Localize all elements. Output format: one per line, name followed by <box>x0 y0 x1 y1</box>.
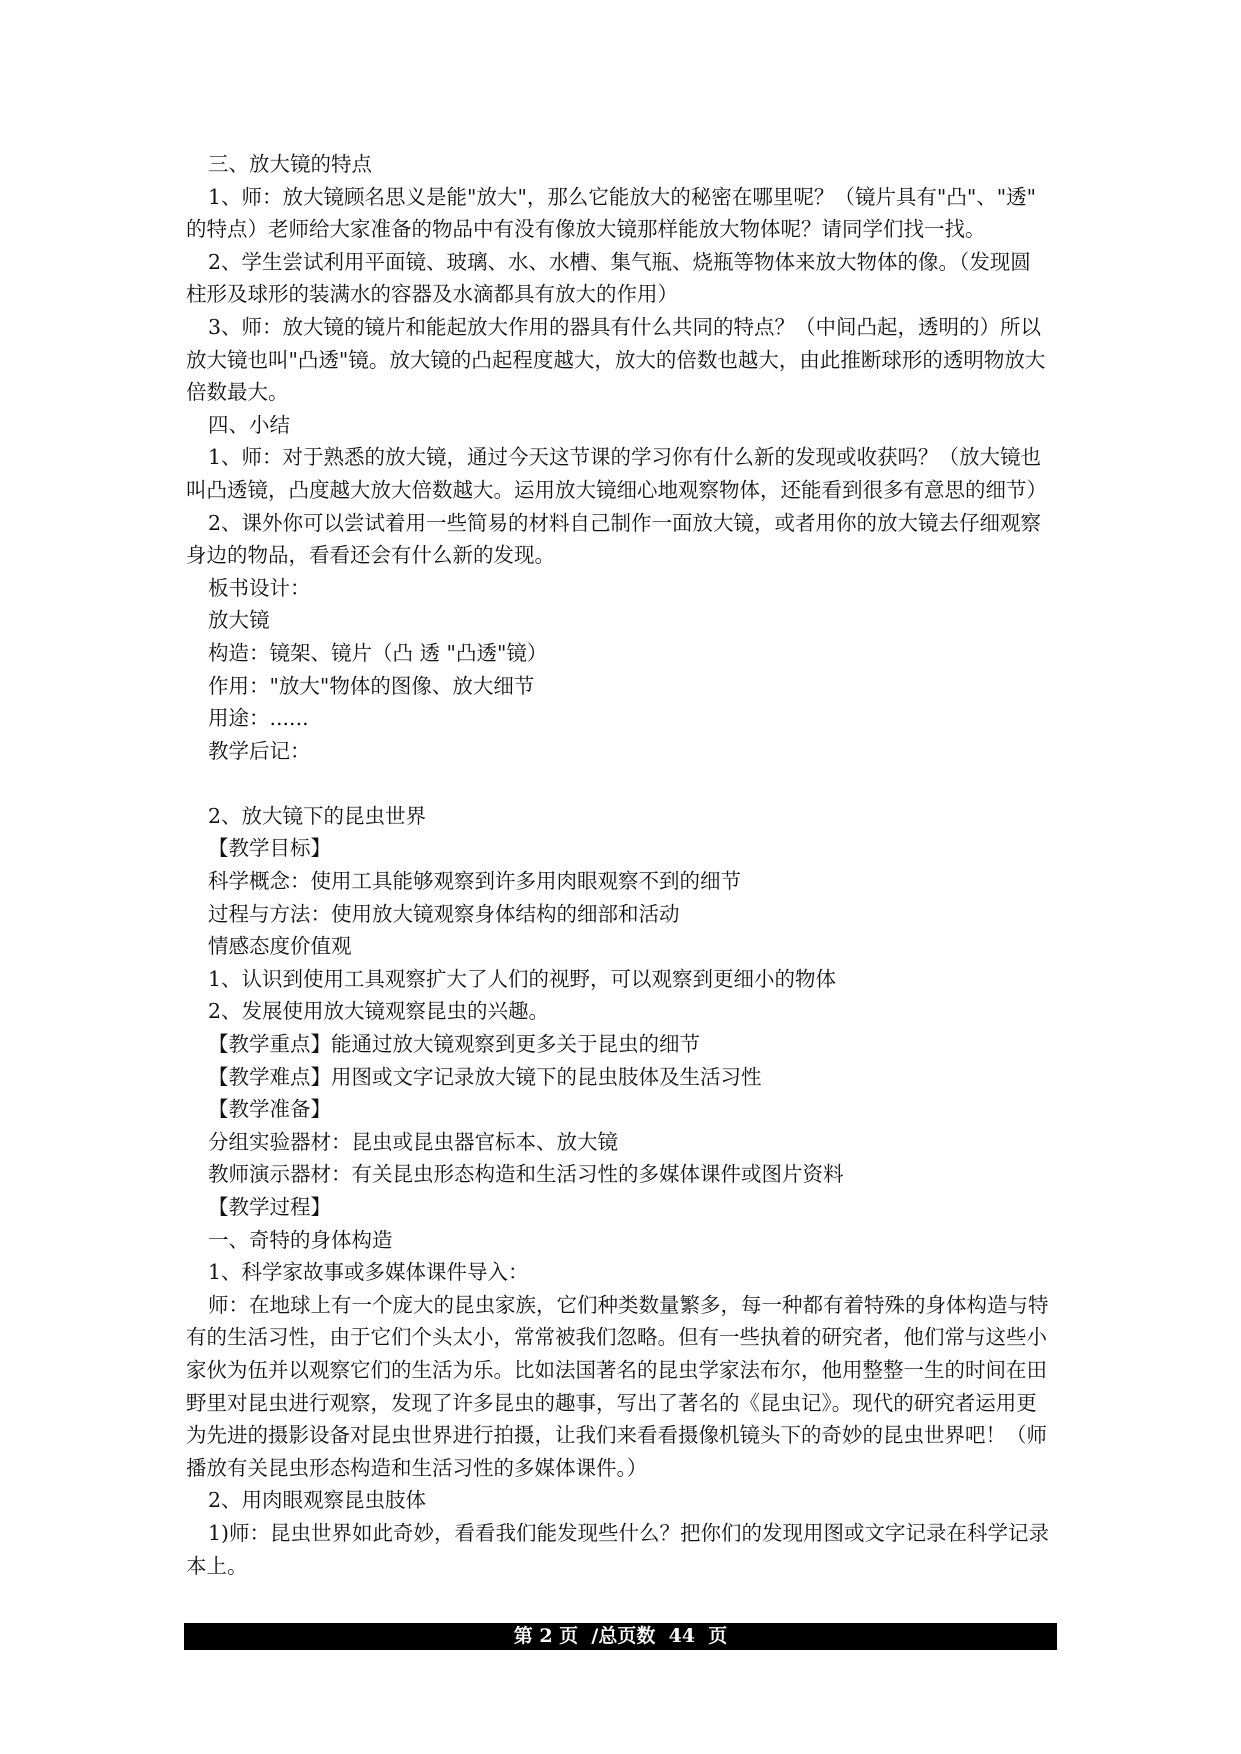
text-line: 【教学目标】 <box>208 836 331 861</box>
text-line: 3、师：放大镜的镜片和能起放大作用的器具有什么共同的特点？（中间凸起，透明的）所以 <box>208 314 1042 339</box>
text-line: 有的生活习性，由于它们个头太小，常常被我们忽略。但有一些执着的研究者，他们常与这些小 <box>186 1325 1047 1350</box>
text-line: 科学概念：使用工具能够观察到许多用肉眼观察不到的细节 <box>208 869 741 894</box>
text-line: 板书设计： <box>208 575 311 600</box>
text-line: 【教学准备】 <box>208 1097 331 1122</box>
text-line: 叫凸透镜，凸度越大放大倍数越大。运用放大镜细心地观察物体，还能看到很多有意思的细节） <box>186 477 1047 502</box>
blank-line <box>186 767 1066 800</box>
text-line: 1、认识到使用工具观察扩大了人们的视野，可以观察到更细小的物体 <box>208 966 837 991</box>
text-line: 放大镜 <box>208 608 270 633</box>
text-line: 四、小结 <box>208 412 290 437</box>
text-line: 情感态度价值观 <box>208 934 352 959</box>
text-line: 1)师：昆虫世界如此奇妙，看看我们能发现些什么？把你们的发现用图或文字记录在科学记录 <box>208 1520 1050 1545</box>
text-line: 【教学难点】用图或文字记录放大镜下的昆虫肢体及生活习性 <box>208 1064 762 1089</box>
text-line: 2、课外你可以尝试着用一些简易的材料自己制作一面放大镜，或者用你的放大镜去仔细观察 <box>208 510 1042 535</box>
text-line: 2、放大镜下的昆虫世界 <box>208 803 427 828</box>
text-line: 倍数最大。 <box>186 380 289 405</box>
text-line: 教学后记： <box>208 738 311 763</box>
text-line: 过程与方法：使用放大镜观察身体结构的细部和活动 <box>208 901 680 926</box>
text-line: 1、科学家故事或多媒体课件导入： <box>208 1260 529 1285</box>
text-line: 放大镜也叫"凸透"镜。放大镜的凸起程度越大，放大的倍数也越大，由此推断球形的透明物放大 <box>186 347 1046 372</box>
page-number-label: 第 2 页 /总页数 44 页 <box>513 1625 728 1647</box>
text-line: 2、发展使用放大镜观察昆虫的兴趣。 <box>208 999 550 1024</box>
document-body <box>186 148 1066 1582</box>
text-line: 【教学过程】 <box>208 1195 331 1219</box>
text-line: 野里对昆虫进行观察，发现了许多昆虫的趣事，写出了著名的《昆虫记》。现代的研究者运用更 <box>186 1390 1037 1415</box>
text-line: 的特点）老师给大家准备的物品中有没有像放大镜那样能放大物体呢？请同学们找一找。 <box>186 217 986 242</box>
text-line: 2、用肉眼观察昆虫肢体 <box>208 1488 427 1513</box>
text-line: 1、师：放大镜顾名思义是能"放大"，那么它能放大的秘密在哪里呢？（镜片具有"凸"、"透" <box>208 184 1037 209</box>
text-line: 用途：...... <box>208 706 309 731</box>
text-line: 师：在地球上有一个庞大的昆虫家族，它们种类数量繁多，每一种都有着特殊的身体构造与特 <box>208 1292 1049 1317</box>
text-line: 教师演示器材：有关昆虫形态构造和生活习性的多媒体课件或图片资料 <box>208 1162 844 1187</box>
text-line: 一、奇特的身体构造 <box>208 1227 393 1252</box>
text-line: 家伙为伍并以观察它们的生活为乐。比如法国著名的昆虫学家法布尔，他用整整一生的时间在田 <box>186 1357 1047 1382</box>
text-line: 分组实验器材：昆虫或昆虫器官标本、放大镜 <box>208 1129 618 1154</box>
text-line: 身边的物品，看看还会有什么新的发现。 <box>186 543 555 568</box>
page-footer-bar <box>184 1623 1057 1650</box>
text-line: 1、师：对于熟悉的放大镜，通过今天这节课的学习你有什么新的发现或收获吗？（放大镜也 <box>208 445 1042 470</box>
text-line: 柱形及球形的装满水的容器及水滴都具有放大的作用） <box>186 282 678 307</box>
text-line: 作用："放大"物体的图像、放大细节 <box>208 673 535 698</box>
text-line: 三、放大镜的特点 <box>208 152 372 176</box>
text-line: 播放有关昆虫形态构造和生活习性的多媒体课件。） <box>186 1455 648 1480</box>
text-line: 为先进的摄影设备对昆虫世界进行拍摄，让我们来看看摄像机镜头下的奇妙的昆虫世界吧！（师 <box>186 1423 1047 1448</box>
text-line: 2、学生尝试利用平面镜、玻璃、水、水槽、集气瓶、烧瓶等物体来放大物体的像。（发现圆 <box>208 249 1031 274</box>
text-line: 本上。 <box>186 1553 248 1578</box>
text-line: 构造：镜架、镜片（凸 透 "凸透"镜） <box>208 640 548 665</box>
text-line: 【教学重点】能通过放大镜观察到更多关于昆虫的细节 <box>208 1032 700 1057</box>
